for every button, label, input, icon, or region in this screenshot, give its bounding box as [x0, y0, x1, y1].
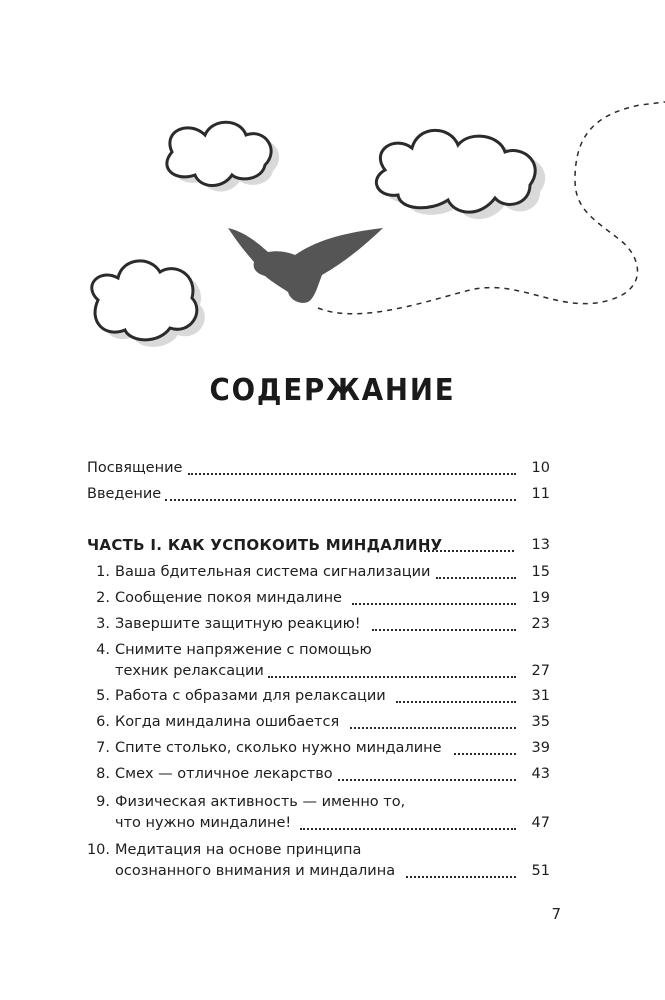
toc-entry[interactable] — [0, 484, 665, 508]
toc-entry-page: 11 — [531, 486, 550, 502]
chapter-title: Работа с образами для релаксации — [115, 686, 390, 706]
chapter-number: 6. — [96, 714, 110, 730]
part-title: ЧАСТЬ I. КАК УСПОКОИТЬ МИНДАЛИНУ — [87, 535, 447, 555]
toc-entry-page: 35 — [531, 714, 550, 730]
toc-chapter-entry-continued[interactable] — [0, 813, 665, 837]
chapter-title: Ваша бдительная система сигнализации — [115, 562, 434, 582]
toc-entry-page: 39 — [531, 740, 550, 756]
chapter-number: 2. — [96, 590, 110, 606]
chapter-number: 5. — [96, 688, 110, 704]
chapter-number: 3. — [96, 616, 110, 632]
bird-icon — [228, 228, 383, 303]
chapter-title: Физическая активность — именно то, — [115, 792, 409, 812]
toc-entry-page: 27 — [531, 663, 550, 679]
leader-dots — [350, 707, 516, 729]
leader-dots — [300, 808, 516, 830]
leader-dots — [372, 609, 516, 631]
toc-chapter-entry-continued[interactable] — [0, 861, 665, 885]
chapter-title: Смех — отличное лекарство — [115, 764, 337, 784]
leader-dots — [188, 453, 516, 475]
leader-dots — [268, 656, 516, 678]
leader-dots — [420, 530, 514, 552]
toc-entry-page: 23 — [531, 616, 550, 632]
toc-entry-page: 47 — [531, 815, 550, 831]
toc-chapter-entry[interactable] — [0, 686, 665, 710]
chapter-title: Снимите напряжение с помощью — [115, 640, 376, 660]
toc-entry-page: 51 — [531, 863, 550, 879]
toc-chapter-entry[interactable] — [0, 712, 665, 736]
chapter-title: Сообщение покоя миндалине — [115, 588, 346, 608]
leader-dots — [396, 681, 516, 703]
chapter-title-continued: что нужно миндалине! — [115, 813, 295, 833]
chapter-title: Когда миндалина ошибается — [115, 712, 343, 732]
leader-dots — [406, 856, 516, 878]
toc-chapter-entry[interactable] — [0, 562, 665, 586]
toc-entry-page: 19 — [531, 590, 550, 606]
toc-chapter-entry[interactable] — [0, 588, 665, 612]
chapter-title: Медитация на основе принципа — [115, 840, 365, 860]
chapter-number: 9. — [96, 794, 110, 810]
leader-dots — [454, 733, 516, 755]
cloud-icon — [376, 130, 545, 219]
chapter-number: 10. — [86, 842, 110, 858]
toc-entry-page: 13 — [531, 537, 550, 553]
chapter-title-continued: техник релаксации — [115, 661, 268, 681]
chapter-title: Завершите защитную реакцию! — [115, 614, 365, 634]
leader-dots — [352, 583, 516, 605]
toc-chapter-entry[interactable] — [0, 738, 665, 762]
header-illustration — [0, 0, 665, 360]
toc-chapter-entry[interactable] — [0, 614, 665, 638]
toc-chapter-entry-continued[interactable] — [0, 661, 665, 685]
toc-entry-page: 10 — [531, 460, 550, 476]
toc-chapter-entry[interactable] — [0, 764, 665, 788]
toc-entry-title: Введение — [87, 484, 165, 504]
chapter-number: 8. — [96, 766, 110, 782]
toc-entry-page: 43 — [531, 766, 550, 782]
toc-entry-title: Посвящение — [87, 458, 186, 478]
chapter-title: Спите столько, сколько нужно миндалине — [115, 738, 446, 758]
chapter-number: 4. — [96, 642, 110, 658]
chapter-title-continued: осознанного внимания и миндалина — [115, 861, 399, 881]
toc-part-entry[interactable] — [0, 535, 665, 559]
cloud-icon — [92, 261, 205, 347]
toc-entry-page: 31 — [531, 688, 550, 704]
page-number: 7 — [551, 905, 561, 923]
leader-dots — [436, 557, 516, 579]
page-title: СОДЕРЖАНИЕ — [209, 373, 456, 408]
leader-dots — [165, 479, 516, 501]
toc-entry-page: 15 — [531, 564, 550, 580]
chapter-number: 1. — [96, 564, 110, 580]
chapter-number: 7. — [96, 740, 110, 756]
leader-dots — [338, 759, 516, 781]
cloud-icon — [167, 122, 279, 191]
